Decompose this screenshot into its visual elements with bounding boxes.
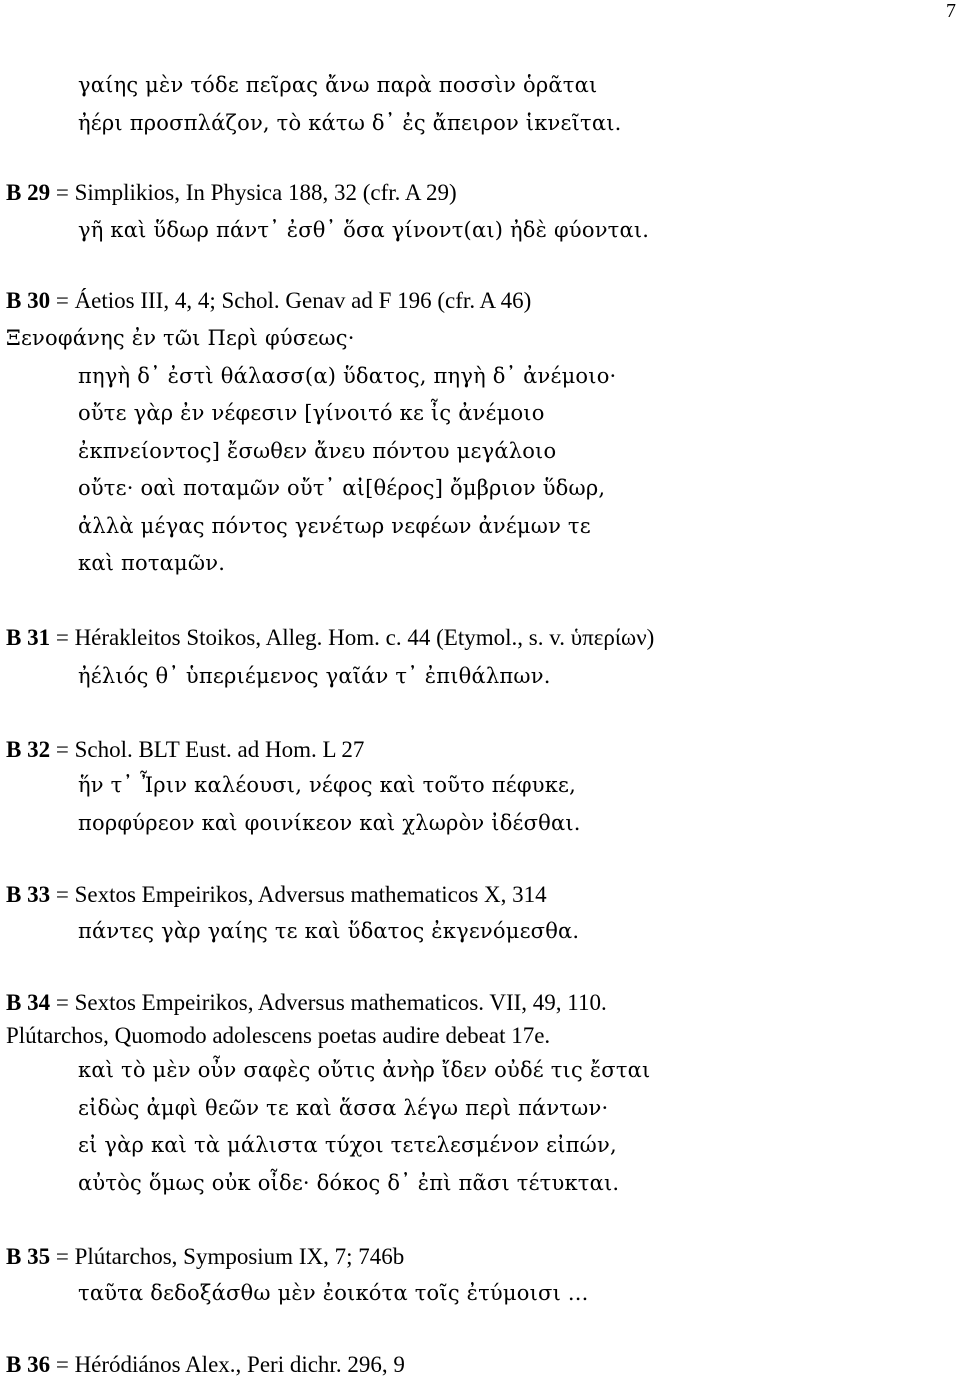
greek-verse-line: πηγὴ δ᾽ ἐστὶ θάλασσ(α) ὕδατος, πηγὴ δ᾽ ἀνέμοιο·: [78, 364, 617, 388]
greek-verse-line: γῆ καὶ ὕδωρ πάντ᾽ ἐσθ᾽ ὅσα γίνοντ(αι) ἠδὲ φύονται.: [78, 218, 650, 242]
source-reference: [6, 1352, 405, 1378]
greek-verse-line: καὶ τὸ μὲν οὖν σαφὲς οὔτις ἀνὴρ ἴδεν οὐδέ τις ἔσται: [78, 1058, 651, 1082]
greek-verse-line: πορφύρεον καὶ φοινίκεον καὶ χλωρὸν ἰδέσθαι.: [78, 811, 581, 835]
greek-verse-line: ἠέλιός θ᾽ ὑπεριέμενος γαῖάν τ᾽ ἐπιθάλπων.: [78, 664, 551, 688]
fragment-number: B 30: [6, 288, 51, 313]
fragment-number: B 34: [6, 990, 51, 1015]
greek-verse-line: εἰ γὰρ καὶ τὰ μάλιστα τύχοι τετελεσμένον εἰπών,: [78, 1133, 617, 1157]
source-reference: [6, 1244, 404, 1270]
source-reference: [6, 180, 457, 206]
source-citation-continued: Plútarchos, Quomodo adolescens poetas audire debeat 17e.: [6, 1023, 551, 1048]
page-number: 7: [946, 0, 956, 22]
source-citation: = Sextos Empeirikos, Adversus mathematicos. VII, 49, 110.: [50, 990, 607, 1015]
greek-verse-line: αὐτὸς ὅμως οὐκ οἶδε· δόκος δ᾽ ἐπὶ πᾶσι τέτυκται.: [78, 1171, 620, 1195]
greek-verse-line: ἠέρι προσπλάζον, τὸ κάτω δ᾽ ἐς ἄπειρον ἱκνεῖται.: [78, 111, 622, 135]
source-reference: [6, 882, 547, 908]
fragment-number: B 32: [6, 737, 51, 762]
greek-verse-line: πάντες γὰρ γαίης τε καὶ ὕδατος ἐκγενόμεσθα.: [78, 919, 580, 943]
greek-verse-line: οὔτε γὰρ ἐν νέφεσιν [γίνοιτό κε ἶς ἀνέμοιο: [78, 401, 545, 425]
fragment-number: B 33: [6, 882, 51, 907]
source-citation: = Plútarchos, Symposium IX, 7; 746b: [50, 1244, 405, 1269]
fragment-number: B 36: [6, 1352, 51, 1377]
fragment-number: B 35: [6, 1244, 51, 1269]
source-citation: = Schol. BLT Eust. ad Hom. L 27: [50, 737, 365, 762]
fragment-number: B 31: [6, 625, 51, 650]
greek-verse-line: γαίης μὲν τόδε πεῖρας ἄνω παρὰ ποσσὶν ὁρᾶται: [78, 73, 598, 97]
greek-verse-line: ἀλλὰ μέγας πόντος γενέτωρ νεφέων ἀνέμων τε: [78, 514, 591, 538]
source-reference: [6, 737, 364, 763]
source-reference: [6, 625, 654, 651]
source-citation: = Áetios III, 4, 4; Schol. Genav ad F 196 (cfr. A 46): [50, 288, 532, 313]
greek-prose-line: Ξενοφάνης ἐν τῶι Περὶ φύσεως·: [6, 326, 355, 350]
fragment-number: B 29: [6, 180, 51, 205]
source-citation: = Hérakleitos Stoikos, Alleg. Hom. c. 44 (Etymol., s. v. ὑπερίων): [50, 625, 655, 650]
greek-verse-line: ἐκπνείοντος] ἔσωθεν ἄνευ πόντου μεγάλοιο: [78, 439, 557, 463]
source-citation: = Sextos Empeirikos, Adversus mathematicos X, 314: [50, 882, 547, 907]
greek-verse-line: οὔτε· οαὶ ποταμῶν οὔτ᾽ αἰ[θέρος] ὄμβριον ὕδωρ,: [78, 476, 606, 500]
source-reference: [6, 288, 531, 314]
source-citation: = Héródiános Alex., Peri dichr. 296, 9: [50, 1352, 405, 1377]
greek-verse-line: ἥν τ᾽ Ἶριν καλέουσι, νέφος καὶ τοῦτο πέφυκε,: [78, 773, 576, 797]
greek-verse-line: ταῦτα δεδοξάσθω μὲν ἐοικότα τοῖς ἐτύμοισι ...: [78, 1281, 589, 1305]
source-citation: = Simplikios, In Physica 188, 32 (cfr. A 29): [50, 180, 457, 205]
greek-verse-line: καὶ ποταμῶν.: [78, 551, 226, 575]
greek-verse-line: εἰδὼς ἀμφὶ θεῶν τε καὶ ἅσσα λέγω περὶ πάντων·: [78, 1096, 609, 1120]
source-reference: [6, 990, 607, 1016]
